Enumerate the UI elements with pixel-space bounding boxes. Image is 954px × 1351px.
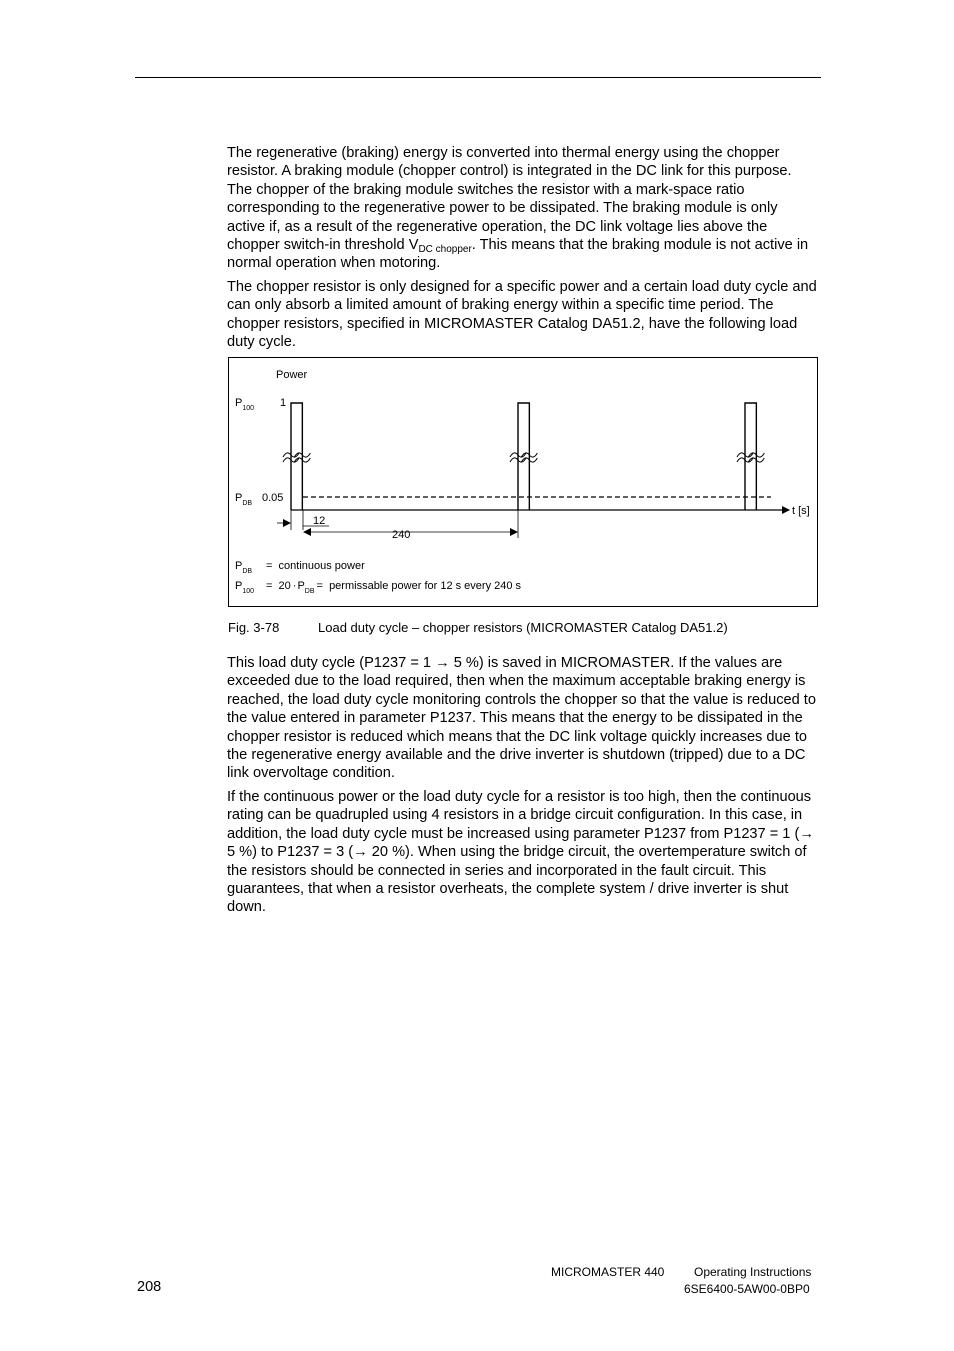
- p100-value-label: 1: [280, 397, 287, 409]
- page-number: 208: [137, 1279, 162, 1295]
- legend-p100-sub-b: DB: [304, 588, 315, 595]
- load-duty-cycle-chart: [229, 358, 819, 608]
- legend-p100-text: [266, 580, 522, 595]
- legend-pdb-subscript: DB: [242, 568, 253, 575]
- figure-caption: [228, 620, 728, 636]
- pulse-width-label: 12: [313, 515, 326, 527]
- para4-text: If the continuous power or the load duty cycle for a resistor is too high, then the continuous rating can be quadrupled using 4 resistors in a bridge circuit configuration. In this case, in addition, the load duty cycle must be increased using parameter P1237 from P1237 = 1 (→ 5 %) to P1237 = 3 (→ 20 %). When using the bridge circuit, the overtemperature switch of the resistors should be connected in series and incorporated in the fault circuit. This guarantees, that when a resistor overheats, the complete system / drive inverter is shut down.: [227, 789, 814, 916]
- legend-p100-text-a: = 20: [266, 580, 291, 592]
- footer-order-number: 6SE6400-5AW00-0BP0: [684, 1282, 810, 1296]
- footer-product: MICROMASTER 440: [551, 1265, 665, 1279]
- legend-p100-text-c: = permissable power for 12 s every 240 s: [316, 580, 522, 592]
- legend-pdb-symbol: P: [235, 560, 243, 572]
- pdb-level-label: [235, 492, 252, 507]
- legend-p100-dot: ·: [292, 580, 297, 592]
- y-axis-label: Power: [276, 369, 308, 381]
- x-axis-label: t [s]: [792, 505, 810, 517]
- paragraph-duty-cycle-monitoring: [227, 654, 819, 783]
- legend-p100: [235, 580, 254, 595]
- para3-text: This load duty cycle (P1237 = 1 → 5 %) is saved in MICROMASTER. If the values are exceeded due to the load required, then when the maximum acceptable braking energy is reached, the load duty cycle monitoring controls the chopper so that the value is reduced to the value entered in parameter P1237. This means that the energy to be dissipated in the chopper resistor is reduced which means that the DC link voltage quickly increases due to the regenerative energy available and the drive inverter is shutdown (tripped) due to a DC link overvoltage condition.: [227, 655, 816, 782]
- legend-p100-subscript: 100: [242, 588, 255, 595]
- legend-p100-text-b: P: [297, 580, 305, 592]
- pulse-series: [283, 403, 764, 510]
- para1-subscript: DC chopper: [418, 244, 472, 256]
- footer-doc-type: Operating Instructions: [694, 1265, 812, 1279]
- paragraph-braking-energy: [227, 144, 819, 273]
- legend-p100-symbol: P: [235, 580, 243, 592]
- figure-caption-text: Load duty cycle – chopper resistors (MICROMASTER Catalog DA51.2): [318, 620, 728, 635]
- pdb-value-label: 0.05: [262, 492, 284, 504]
- p100-subscript: 100: [242, 405, 255, 412]
- legend-pdb-text: = continuous power: [266, 560, 365, 572]
- p100-level-label: [235, 397, 254, 412]
- legend-pdb: [235, 560, 252, 575]
- pdb-subscript: DB: [242, 500, 253, 507]
- p100-symbol: P: [235, 397, 243, 409]
- para1-text-a: The regenerative (braking) energy is converted into thermal energy using the chopper resistor. A braking module (chopper control) is integrated in the DC link for this purpose. The chopper of the braking module switches the resistor with a mark-space ratio corresponding to the regenerative power to be dissipated. The braking module is only active if, as a result of the regenerative operation, the DC link voltage lies above the chopper switch-in threshold V: [227, 145, 792, 254]
- paragraph-chopper-resistor: [227, 278, 819, 352]
- header-rule: [135, 77, 821, 78]
- load-duty-cycle-figure: [228, 357, 818, 607]
- para2-text: The chopper resistor is only designed for a specific power and a certain load duty cycle and can only absorb a limited amount of braking energy within a specific time period. The chopper resistors, specified in MICROMASTER Catalog DA51.2, have the following load duty cycle.: [227, 279, 817, 351]
- paragraph-bridge-circuit: [227, 788, 819, 917]
- figure-number: Fig. 3-78: [228, 620, 280, 635]
- pdb-symbol: P: [235, 492, 243, 504]
- period-label: 240: [392, 529, 411, 541]
- para1-text-b: . This means that the braking module is not active in normal operation when motoring.: [227, 237, 809, 272]
